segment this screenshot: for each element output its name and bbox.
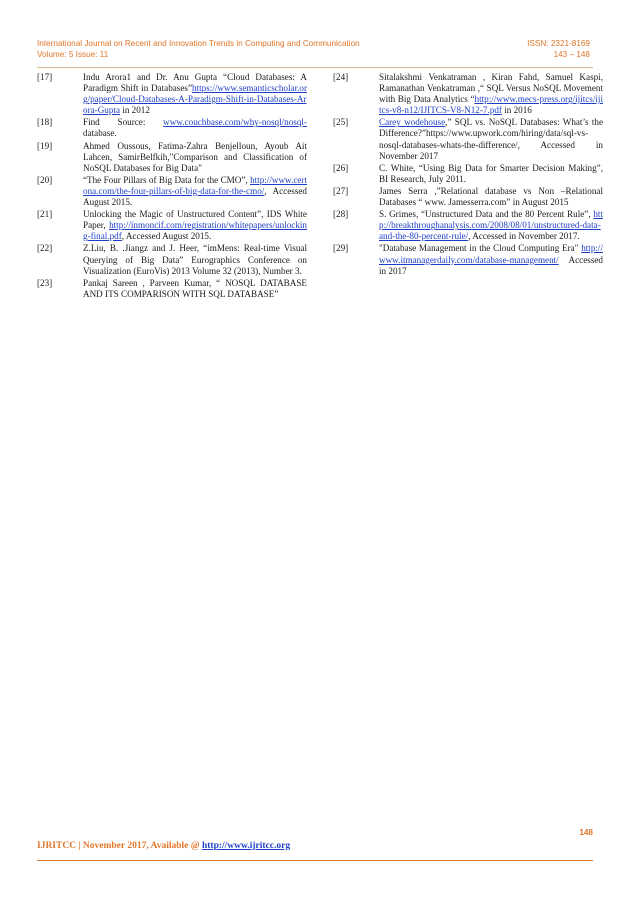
reference-text <box>379 117 603 161</box>
journal-title: International Journal on Recent and Innovation Trends in Computing and Communication <box>37 39 360 48</box>
reference-link[interactable]: http://inmoncif.com/registration/whitepapers/unlocking-final.pdf <box>83 220 307 242</box>
volume-issue: Volume: 5 Issue: 11 <box>37 50 109 59</box>
reference-body: C. White, “Using Big Data for Smarter Decision Making”, BI Research, July 2011. <box>379 162 603 184</box>
reference-number: [18] <box>37 117 53 128</box>
reference-text <box>379 186 603 208</box>
reference-number: [26] <box>333 162 349 173</box>
reference-text <box>379 72 603 116</box>
reference-link[interactable]: http://breakthroughanalysis.com/2008/08/01/unstructured-data-and-the-80-percent-rule/ <box>379 209 603 242</box>
reference-link[interactable]: www.couchbase.com/why-nosql/nosql- <box>163 117 307 128</box>
reference-item <box>37 141 307 174</box>
reference-item <box>333 243 603 276</box>
header-rule <box>37 67 593 68</box>
reference-item <box>333 117 603 161</box>
reference-link[interactable]: Carey wodehouse <box>379 117 446 128</box>
reference-number: [25] <box>333 117 349 128</box>
reference-item <box>37 278 307 300</box>
reference-tail: in 2012 <box>120 105 150 116</box>
reference-item <box>37 117 307 139</box>
reference-item <box>333 209 603 242</box>
reference-tail: in 2016 <box>501 105 532 116</box>
reference-text <box>83 141 307 174</box>
reference-tail: , Accessed August 2015. <box>83 185 307 208</box>
reference-body: Find Source: <box>83 117 164 128</box>
reference-tail: , Accessed August 2015. <box>121 231 212 242</box>
reference-item <box>37 243 307 276</box>
reference-item <box>37 175 307 208</box>
reference-number: [19] <box>37 140 53 151</box>
reference-tail: database. <box>83 128 117 139</box>
issn: ISSN: 2321-8169 <box>527 39 590 48</box>
footer-text: IJRITCC | November 2017, Available @ <box>37 841 202 851</box>
reference-body: S. Grimes, “Unstructured Data and the 80 Percent Rule”, <box>379 209 594 220</box>
reference-link[interactable]: http://www.itmanagerdaily.com/database-management/ <box>379 243 603 265</box>
reference-number: [21] <box>37 209 53 220</box>
page-range: 143 – 148 <box>553 50 590 59</box>
reference-text <box>83 243 307 276</box>
references-left-column <box>37 72 307 301</box>
reference-tail: Accessed in 2017 <box>379 254 603 276</box>
reference-body: “The Four Pillars of Big Data for the CMO”, <box>83 174 251 185</box>
reference-item <box>37 209 307 242</box>
reference-tail: ,” SQL vs. NoSQL Databases: What’s the Difference?”https://www.upwork.com/hiring/data/sql-vs-nosql-databases-whats-the-difference/, Accessed in November 2017 <box>379 117 604 161</box>
reference-tail: , Accessed in November 2017. <box>468 231 580 242</box>
reference-body: Sitalakshmi Venkatraman , Kiran Fahd, Samuel Kaspi, Ramanathan Venkatraman ,“ SQL Versus NoSQL Movement with Big Data Analytics “ <box>379 72 603 105</box>
reference-number: [28] <box>333 209 349 220</box>
reference-text <box>83 209 307 242</box>
reference-item <box>333 186 603 208</box>
reference-item <box>333 72 603 116</box>
footer-link[interactable]: http://www.ijritcc.org <box>201 841 291 851</box>
reference-body: Pankaj Sareen , Parveen Kumar, “ NOSQL DATABASE AND ITS COMPARISON WITH SQL DATABASE” <box>83 277 307 299</box>
reference-text <box>83 117 307 139</box>
reference-item <box>37 72 307 116</box>
reference-link[interactable]: http://www.certona.com/the-four-pillars-of-big-data-for-the-cmo/ <box>83 174 307 196</box>
reference-link[interactable]: http://www.mecs-press.org/ijitcs/ijitcs-v8-n12/IJITCS-V8-N12-7.pdf <box>379 94 603 116</box>
reference-body: Indu Arora1 and Dr. Anu Gupta “Cloud Databases: A Paradigm Shift in Databases” <box>83 72 307 94</box>
footer-rule <box>37 860 593 861</box>
page-number: 148 <box>579 828 593 837</box>
reference-body: Unlocking the Magic of Unstructured Content”, IDS White Paper, <box>83 209 307 231</box>
references-right-column <box>333 72 603 278</box>
reference-body: Ahmed Oussous, Fatima-Zahra Benjelloun, Ayoub Ait Lahcen, SamirBelfkih,"Comparison and Classification of NoSQL Databases for Big Data" <box>83 140 307 173</box>
reference-link[interactable]: https://www.semanticscholar.org/paper/Cloud-Databases-A-Paradigm-Shift-in-Databases-Arora-Gupta <box>83 83 307 116</box>
reference-text <box>83 175 307 208</box>
reference-number: [29] <box>333 243 349 254</box>
reference-text <box>379 209 603 242</box>
reference-text <box>83 278 307 300</box>
reference-text <box>379 243 603 276</box>
reference-number: [23] <box>37 277 53 288</box>
reference-number: [20] <box>37 174 53 185</box>
reference-item <box>333 163 603 185</box>
footer <box>37 841 290 851</box>
reference-body: Z.Liu, B. .Jiangz and J. Heer, “imMens: Real-time Visual Querying of Big Data” Eurographics Conference on Visualization (EuroVis) 2013 Volume 32 (2013), Number 3. <box>83 243 307 276</box>
reference-number: [27] <box>333 185 349 196</box>
reference-number: [17] <box>37 72 53 82</box>
reference-text <box>83 72 307 116</box>
reference-number: [22] <box>37 243 53 254</box>
reference-text <box>379 163 603 185</box>
reference-number: [24] <box>333 72 349 82</box>
reference-body: "Database Management in the Cloud Computing Era" <box>379 243 582 254</box>
reference-body: James Serra ,”Relational database vs Non –Relational Databases “ www. Jamesserra.com” in August 2015 <box>379 185 603 208</box>
